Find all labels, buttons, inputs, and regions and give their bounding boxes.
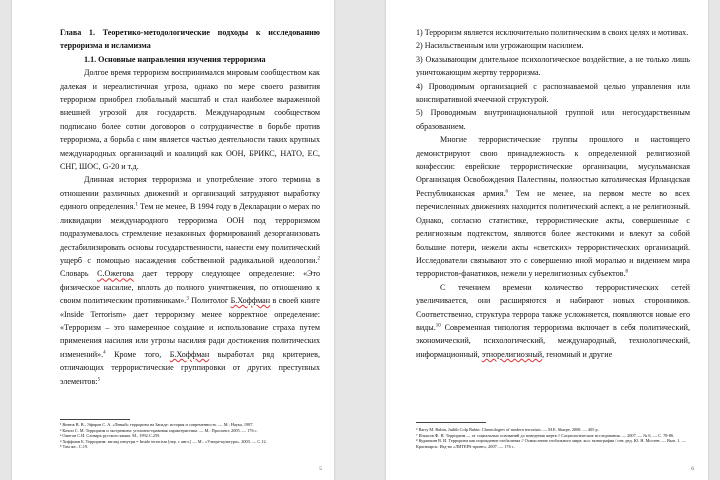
footnote-ref[interactable]: 6	[505, 189, 508, 195]
footnote: ² Кочои С. М. Терроризм и экстремизм: уголовно-правовая характеристика. — М.: Проспект, 2005. — 176 с.	[60, 427, 258, 433]
page-number: 6	[691, 466, 694, 472]
footnote-ref[interactable]: 4	[103, 350, 106, 356]
paragraph: С течением времени количество террористических сетей увеличивается, они расширяются и набирают новых сторонников. Соответственно, структура террора также усложняется, появляются новые его виды.$^{10}$ Современная типология терроризма включает в себя политический, экономический, психологический, международный, технологический, информационный, этнорелигиозный, геномный и другие	[416, 282, 690, 359]
spellcheck-word: С.Ожегова	[97, 269, 134, 279]
footnote-ref[interactable]: 10	[435, 323, 441, 329]
spellcheck-word: Б.Хоффман	[169, 349, 210, 359]
paragraph: Многие террористические группы прошлого и настоящего демонстрируют свою принадлежность к определенной религиозной конфессии: еврейские террористические организации, мусульманская Организация Освобождения Палестины, полностью католическая Ирландская Республиканская армия.$^6$ Тем не менее, на первом месте во всех перечисленных движениях находится политический аспект, а не религиозный. Однако, согласно статистике, террористические акты, совершенные с религиозным подтекстом, являются более жестокими и влекут за собой большие потери, нежели акты «светских» террористических организаций. Исследователи связывают это с совершенно иной моралью и видением мира террористов-фанатиков, нежели у нерелигиозных субъектов.$^8$	[416, 135, 690, 279]
footnote: ³ Ожегов С.И. Словарь русского языка. М., 1992.С.259.	[60, 433, 161, 439]
footnote-ref[interactable]: 2	[317, 256, 320, 262]
document-page-left	[12, 0, 334, 480]
footnote: ⁷ Ильясов Ф. Н. Терроризм — от социальных оснований до поведения жертв // Социологические исследования. — 2007. — № 6. — С. 78-86.	[416, 432, 675, 438]
page-number: 5	[319, 466, 322, 472]
list-item: 3) Оказывающим длительное психологическое воздействие, а не только лишь уничтожающим жертву терроризма.	[416, 54, 690, 78]
footnote-separator	[416, 422, 486, 423]
footnote-ref[interactable]: 1	[135, 202, 138, 208]
list-item: 5) Проводимым внутринациональной группой или негосударственным образованием.	[416, 108, 690, 131]
document-page-right	[386, 0, 708, 480]
list-item: 2) Насильственным или угрожающим насилием.	[416, 41, 584, 51]
footnote: ⁴ Хоффман Б. Терроризм: взгляд изнутри = Inside terrorism [пер. с англ.] — М.: «Ультра-культура». 2003. — С.12.	[60, 438, 267, 444]
chapter-heading: Глава 1. Теоретико-методологические подходы к исследованию терроризма и исламизма	[60, 28, 320, 51]
spellcheck-word: Б.Хоффман	[230, 296, 271, 306]
footnote: ⁵ Там же., С.19.	[60, 444, 89, 450]
footnote: ⁶ Barry M. Rubin, Judith Colp Rubin. Chronologies of modern terrorism. — M.E. Sharpe, 2008. — 405 p.	[416, 427, 599, 432]
footnote: ⁸ Кудашкин В. И. Терроризм как порождение глобализма // Осмысление глобального мира: кол. монография / отв. ред. Ю. Н. Мосеев. — Вып. 1. — Красноярск: Изд-во «ЛИТЕРА-принт», 2007. — 176 с.	[416, 438, 686, 449]
list-item: 1) Терроризм является исключительно политическим в своих целях и мотивах.	[416, 28, 689, 37]
page-body	[60, 26, 320, 388]
spellcheck-word: этнорелигиозный	[481, 349, 543, 359]
footnotes	[60, 422, 320, 450]
paragraph: Длинная история терроризма и употребление этого термина в отношении различных движений и организаций затрудняют выработку единого определения.$^1$ Тем не менее, В 1994 году в Декларации о мерах по ликвидации международного терроризма ООН под терроризмом подразумевалось стремление незаконных формирований дезорганизовать дестабилизировать основы государственности, нанести ему политический ущерб с помощью насаждения собственной радикальной идеологии.$^2$ Словарь С.Ожегова дает террору следующее определение: «Это физическое насилие, вплоть до полного уничтожения, по отношению к своим политическим противникам».$^3$ Политолог Б.Хоффман в своей книге «Inside Terrorism» дает терроризму менее корректное определение: «Терроризм – это намеренное создание и использование страха путем применения насилия или угрозы насилия ради достижения политических изменений».$^4$ Кроме того, Б.Хоффман выработал ряд критериев, отличающих террористические группировки от других преступных элементов:$^5$	[60, 175, 320, 386]
footnote-ref[interactable]: 3	[186, 296, 189, 302]
footnotes	[416, 427, 690, 449]
footnote-ref[interactable]: 8	[625, 269, 628, 275]
page-body	[416, 26, 690, 361]
section-heading: 1.1. Основные направления изучения терроризма	[84, 54, 266, 64]
list-item: 4) Проводимым организацией с распознаваемой целью управления или конспиративной ячеечной структурой.	[416, 81, 690, 105]
paragraph: Долгое время терроризм воспринимался мировым сообществом как далекая и нереалистичная угроза, однако по мере своего развития терроризм приобрел глобальный масштаб и стал наиболее выраженной внешней угрозой для государств. Международным сообществом подписано более сотни договоров о сотрудничестве в борьбе против терроризма, а борьба с ним является частью деятельности таких крупных международных организаций и коалиций как ООН, БРИКС, НАТО, ЕС, СНГ, ШОС, G-20 и т.д.	[60, 68, 320, 172]
footnote-ref[interactable]: 5	[97, 376, 101, 382]
footnote: ¹ Витюк В. В., Эфиров С. А. «Левый» терроризм на Западе: история и современность. — М.: Наука, 1987.	[60, 422, 254, 427]
footnote-separator	[60, 419, 130, 420]
